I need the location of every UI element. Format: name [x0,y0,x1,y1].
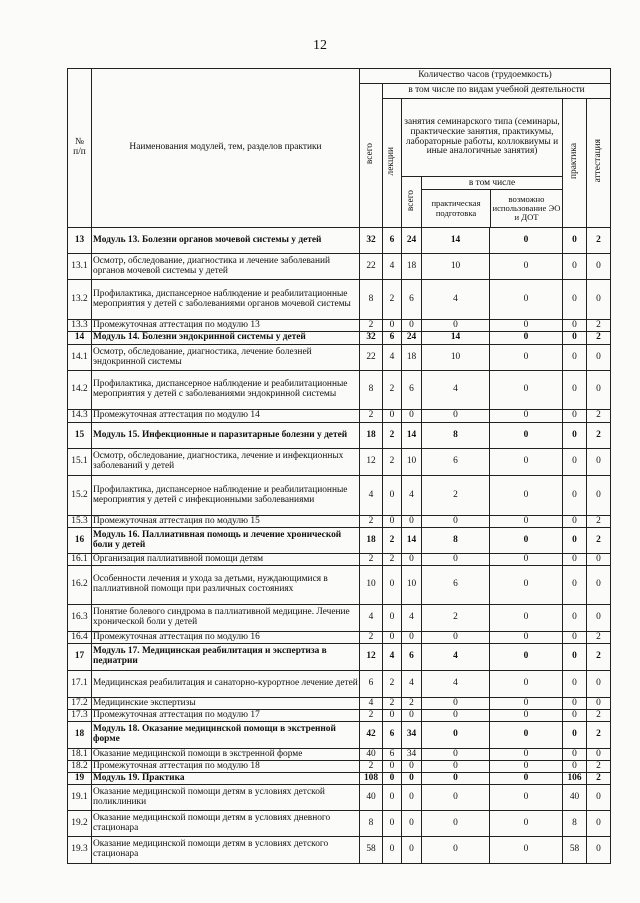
cell-attestation: 0 [587,371,611,410]
cell-practical-training: 0 [422,785,490,811]
cell-practical-training: 2 [422,476,490,516]
row-name: Профилактика, диспансерное наблюдение и реабилитационные мероприятия у детей с заболеваниями органов мочевой системы [92,280,360,320]
row-number: 15.1 [68,449,92,476]
cell-lectures: 0 [383,566,402,605]
cell-practical-training: 4 [422,371,490,410]
cell-lectures: 6 [383,228,402,254]
cell-total: 42 [360,722,383,749]
row-number: 14.2 [68,371,92,410]
cell-practical-training: 4 [422,671,490,698]
row-name: Промежуточная аттестация по модулю 18 [92,761,360,773]
cell-lectures: 2 [383,280,402,320]
cell-practice: 0 [563,749,587,761]
cell-total: 58 [360,837,383,864]
row-number: 16.1 [68,554,92,566]
cell-seminar-total: 10 [402,566,422,605]
row-name: Оказание медицинской помощи детям в условиях дневного стационара [92,811,360,837]
cell-attestation: 0 [587,476,611,516]
cell-practical-training: 10 [422,254,490,280]
row-name: Модуль 15. Инфекционные и паразитарные болезни у детей [92,423,360,449]
cell-practice: 40 [563,785,587,811]
cell-practice: 0 [563,228,587,254]
page-number: 12 [313,38,327,53]
cell-attestation: 2 [587,644,611,671]
cell-lectures: 6 [383,332,402,345]
cell-practical-training: 4 [422,644,490,671]
cell-lectures: 6 [383,722,402,749]
table-row [68,449,611,476]
cell-seminar-total: 18 [402,345,422,371]
row-number: 13 [68,228,92,254]
row-number: 17.3 [68,710,92,722]
table-row [68,566,611,605]
row-name: Промежуточная аттестация по модулю 16 [92,632,360,644]
cell-practice: 0 [563,644,587,671]
cell-distance: 0 [490,423,563,449]
cell-distance: 0 [490,632,563,644]
row-name: Модуль 18. Оказание медицинской помощи в экстренной форме [92,722,360,749]
table-row [68,554,611,566]
cell-practical-training: 14 [422,332,490,345]
cell-practical-training: 0 [422,710,490,722]
cell-distance: 0 [490,785,563,811]
row-name: Модуль 14. Болезни эндокринной системы у детей [92,332,360,345]
cell-total: 6 [360,671,383,698]
cell-total: 8 [360,371,383,410]
cell-total: 18 [360,528,383,554]
cell-distance: 0 [490,811,563,837]
cell-lectures: 4 [383,254,402,280]
cell-practice: 0 [563,632,587,644]
cell-practical-training: 0 [422,811,490,837]
table-row [68,837,611,864]
row-number: 19.3 [68,837,92,864]
row-name: Промежуточная аттестация по модулю 13 [92,320,360,332]
cell-practical-training: 10 [422,345,490,371]
cell-practice: 0 [563,698,587,710]
table-row [68,761,611,773]
cell-practice: 0 [563,476,587,516]
row-number: 13.3 [68,320,92,332]
cell-attestation: 0 [587,254,611,280]
cell-total: 108 [360,773,383,785]
table-header [68,69,611,228]
cell-lectures: 2 [383,671,402,698]
row-number: 13.2 [68,280,92,320]
cell-practical-training: 6 [422,449,490,476]
table-row [68,280,611,320]
row-name: Медицинская реабилитация и санаторно-курортное лечение детей [92,671,360,698]
cell-practice: 0 [563,332,587,345]
cell-seminar-total: 0 [402,811,422,837]
cell-distance: 0 [490,410,563,423]
cell-lectures: 0 [383,837,402,864]
cell-seminar-total: 18 [402,254,422,280]
cell-attestation: 2 [587,722,611,749]
cell-seminar-total: 6 [402,280,422,320]
row-number: 18 [68,722,92,749]
table-row [68,320,611,332]
cell-practice: 0 [563,371,587,410]
table-row [68,811,611,837]
table-row [68,785,611,811]
cell-seminar-total: 0 [402,320,422,332]
cell-seminar-total: 34 [402,722,422,749]
table-row [68,476,611,516]
cell-lectures: 0 [383,632,402,644]
cell-total: 2 [360,320,383,332]
header-name: Наименования модулей, тем, разделов практики [92,69,360,228]
cell-total: 4 [360,698,383,710]
cell-practical-training: 0 [422,554,490,566]
cell-distance: 0 [490,528,563,554]
row-number: 17.1 [68,671,92,698]
cell-total: 10 [360,566,383,605]
row-number: 16.4 [68,632,92,644]
cell-distance: 0 [490,773,563,785]
cell-practice: 0 [563,280,587,320]
cell-lectures: 0 [383,476,402,516]
table-row [68,516,611,528]
cell-attestation: 0 [587,566,611,605]
header-practical-training: практическая подготовка [422,190,491,227]
module-row [68,722,611,749]
cell-seminar-total: 34 [402,749,422,761]
cell-practical-training: 0 [422,632,490,644]
cell-distance: 0 [490,476,563,516]
row-number: 15.2 [68,476,92,516]
table-row [68,371,611,410]
cell-lectures: 0 [383,785,402,811]
cell-total: 2 [360,554,383,566]
cell-distance: 0 [490,761,563,773]
cell-practical-training: 0 [422,837,490,864]
cell-lectures: 6 [383,749,402,761]
cell-distance: 0 [490,671,563,698]
cell-total: 2 [360,632,383,644]
cell-seminar-total: 6 [402,371,422,410]
row-name: Осмотр, обследование, диагностика, лечение болезней эндокринной системы [92,345,360,371]
cell-seminar-total: 4 [402,605,422,632]
table-row [68,254,611,280]
cell-distance: 0 [490,320,563,332]
cell-attestation: 2 [587,761,611,773]
row-name: Понятие болевого синдрома в паллиативной медицине. Лечение хронической боли у детей [92,605,360,632]
cell-lectures: 2 [383,698,402,710]
cell-practical-training: 0 [422,410,490,423]
cell-total: 2 [360,516,383,528]
row-number: 13.1 [68,254,92,280]
cell-practice: 0 [563,710,587,722]
cell-distance: 0 [490,516,563,528]
cell-lectures: 0 [383,320,402,332]
row-name: Медицинские экспертизы [92,698,360,710]
cell-practice: 0 [563,410,587,423]
module-row [68,528,611,554]
row-name: Организация паллиативной помощи детям [92,554,360,566]
header-num: № п/п [68,69,92,228]
row-name: Модуль 17. Медицинская реабилитация и экспертиза в педиатрии [92,644,360,671]
row-name: Промежуточная аттестация по модулю 14 [92,410,360,423]
cell-seminar-total: 24 [402,332,422,345]
row-number: 14.3 [68,410,92,423]
cell-seminar-total: 10 [402,449,422,476]
cell-distance: 0 [490,449,563,476]
cell-distance: 0 [490,254,563,280]
cell-attestation: 0 [587,605,611,632]
cell-practical-training: 0 [422,320,490,332]
cell-practice: 106 [563,773,587,785]
cell-attestation: 2 [587,516,611,528]
cell-attestation: 2 [587,773,611,785]
row-name: Оказание медицинской помощи детям в условиях детского стационара [92,837,360,864]
cell-seminar-total: 0 [402,632,422,644]
row-name: Промежуточная аттестация по модулю 17 [92,710,360,722]
table-row [68,345,611,371]
cell-attestation: 0 [587,345,611,371]
table-row [68,749,611,761]
cell-attestation: 0 [587,671,611,698]
cell-practical-training: 0 [422,749,490,761]
cell-lectures: 0 [383,410,402,423]
module-row [68,644,611,671]
cell-total: 4 [360,476,383,516]
cell-attestation: 0 [587,837,611,864]
cell-distance: 0 [490,371,563,410]
cell-seminar-total: 4 [402,476,422,516]
cell-seminar-total: 14 [402,528,422,554]
cell-practice: 0 [563,528,587,554]
cell-seminar-total: 0 [402,410,422,423]
row-name: Модуль 13. Болезни органов мочевой системы у детей [92,228,360,254]
cell-total: 12 [360,644,383,671]
curriculum-table [67,68,611,864]
row-name: Модуль 16. Паллиативная помощь и лечение хронической боли у детей [92,528,360,554]
header-including: в том числе [422,177,562,190]
cell-distance: 0 [490,566,563,605]
table-row [68,605,611,632]
cell-practical-training: 14 [422,228,490,254]
cell-distance: 0 [490,644,563,671]
cell-total: 40 [360,749,383,761]
cell-practice: 0 [563,554,587,566]
cell-lectures: 2 [383,423,402,449]
cell-lectures: 2 [383,554,402,566]
cell-lectures: 0 [383,710,402,722]
cell-total: 8 [360,280,383,320]
row-number: 18.2 [68,761,92,773]
cell-practical-training: 0 [422,773,490,785]
cell-seminar-total: 0 [402,785,422,811]
header-including-group [422,177,563,228]
row-name: Профилактика, диспансерное наблюдение и реабилитационные мероприятия у детей с заболеваниями эндокринной системы [92,371,360,410]
cell-practical-training: 8 [422,528,490,554]
cell-distance: 0 [490,228,563,254]
cell-attestation: 0 [587,811,611,837]
cell-practice: 0 [563,605,587,632]
cell-attestation: 0 [587,280,611,320]
module-row [68,332,611,345]
cell-seminar-total: 14 [402,423,422,449]
cell-practical-training: 0 [422,722,490,749]
cell-lectures: 2 [383,371,402,410]
table-row [68,710,611,722]
cell-total: 2 [360,761,383,773]
cell-practice: 0 [563,761,587,773]
cell-total: 22 [360,254,383,280]
cell-attestation: 0 [587,698,611,710]
cell-attestation: 2 [587,710,611,722]
cell-practical-training: 0 [422,761,490,773]
cell-total: 32 [360,332,383,345]
cell-lectures: 0 [383,605,402,632]
cell-practical-training: 6 [422,566,490,605]
row-number: 17.2 [68,698,92,710]
row-number: 14 [68,332,92,345]
cell-total: 4 [360,605,383,632]
cell-attestation: 2 [587,320,611,332]
header-including-by-types: в том числе по видам учебной деятельности [383,84,611,99]
row-number: 19.1 [68,785,92,811]
cell-attestation: 0 [587,785,611,811]
cell-practice: 0 [563,423,587,449]
cell-distance: 0 [490,280,563,320]
cell-practice: 0 [563,320,587,332]
cell-attestation: 2 [587,332,611,345]
cell-practice: 8 [563,811,587,837]
cell-total: 12 [360,449,383,476]
cell-seminar-total: 2 [402,698,422,710]
cell-distance: 0 [490,749,563,761]
cell-total: 18 [360,423,383,449]
row-name: Профилактика, диспансерное наблюдение и реабилитационные мероприятия у детей с инфекционными заболеваниями [92,476,360,516]
cell-practical-training: 0 [422,516,490,528]
row-number: 14.1 [68,345,92,371]
cell-distance: 0 [490,710,563,722]
cell-distance: 0 [490,554,563,566]
cell-lectures: 4 [383,644,402,671]
header-distance: возможно использование ЭО и ДОТ [492,193,561,222]
cell-practical-training: 4 [422,280,490,320]
cell-total: 2 [360,710,383,722]
cell-practical-training: 0 [422,698,490,710]
cell-practice: 0 [563,671,587,698]
cell-practice: 0 [563,254,587,280]
cell-attestation: 0 [587,554,611,566]
cell-attestation: 2 [587,632,611,644]
row-number: 19 [68,773,92,785]
row-name: Особенности лечения и ухода за детьми, нуждающимися в паллиативной помощи при различных состояниях [92,566,360,605]
cell-attestation: 0 [587,449,611,476]
module-row [68,423,611,449]
table-row [68,632,611,644]
cell-practical-training: 2 [422,605,490,632]
row-name: Оказание медицинской помощи детям в условиях детской поликлиники [92,785,360,811]
table-row [68,410,611,423]
table-row [68,698,611,710]
row-name: Осмотр, обследование, диагностика, лечение и инфекционных заболеваний у детей [92,449,360,476]
row-name: Промежуточная аттестация по модулю 15 [92,516,360,528]
cell-distance: 0 [490,698,563,710]
cell-seminar-total: 0 [402,773,422,785]
cell-seminar-total: 0 [402,761,422,773]
row-number: 16.3 [68,605,92,632]
cell-total: 2 [360,410,383,423]
header-hours: Количество часов (трудоемкость) [360,69,611,84]
cell-attestation: 2 [587,528,611,554]
cell-practice: 0 [563,516,587,528]
table-body [68,228,611,864]
row-number: 16.2 [68,566,92,605]
cell-attestation: 2 [587,228,611,254]
cell-attestation: 2 [587,423,611,449]
cell-lectures: 0 [383,811,402,837]
cell-practice: 0 [563,566,587,605]
cell-total: 40 [360,785,383,811]
row-name: Осмотр, обследование, диагностика и лечение заболеваний органов мочевой системы у детей [92,254,360,280]
module-row [68,228,611,254]
header-seminar: занятия семинарского типа (семинары, практические занятия, практикумы, лабораторные работы, коллоквиумы и иные аналогичные занятия) [402,99,563,177]
cell-distance: 0 [490,345,563,371]
cell-practice: 58 [563,837,587,864]
row-number: 17 [68,644,92,671]
cell-seminar-total: 0 [402,554,422,566]
module-row [68,773,611,785]
cell-distance: 0 [490,605,563,632]
header-practice: практика [563,99,587,228]
cell-seminar-total: 24 [402,228,422,254]
cell-total: 22 [360,345,383,371]
cell-distance: 0 [490,837,563,864]
cell-total: 8 [360,811,383,837]
cell-lectures: 0 [383,761,402,773]
table-row [68,671,611,698]
row-number: 15 [68,423,92,449]
row-number: 18.1 [68,749,92,761]
cell-seminar-total: 6 [402,644,422,671]
header-lectures: лекции [383,99,402,228]
header-seminar-total: всего [402,177,422,228]
cell-lectures: 2 [383,449,402,476]
cell-distance: 0 [490,722,563,749]
cell-lectures: 4 [383,345,402,371]
cell-attestation: 0 [587,749,611,761]
row-number: 15.3 [68,516,92,528]
cell-seminar-total: 0 [402,516,422,528]
cell-lectures: 0 [383,516,402,528]
cell-practice: 0 [563,722,587,749]
cell-practice: 0 [563,449,587,476]
row-name: Оказание медицинской помощи в экстренной форме [92,749,360,761]
cell-lectures: 0 [383,773,402,785]
header-attestation: аттестация [587,99,611,228]
cell-total: 32 [360,228,383,254]
header-total: всего [360,84,383,228]
cell-lectures: 2 [383,528,402,554]
row-number: 19.2 [68,811,92,837]
cell-attestation: 2 [587,410,611,423]
cell-practical-training: 8 [422,423,490,449]
row-number: 16 [68,528,92,554]
cell-practice: 0 [563,345,587,371]
cell-seminar-total: 0 [402,837,422,864]
cell-seminar-total: 4 [402,671,422,698]
cell-distance: 0 [490,332,563,345]
row-name: Модуль 19. Практика [92,773,360,785]
cell-seminar-total: 0 [402,710,422,722]
